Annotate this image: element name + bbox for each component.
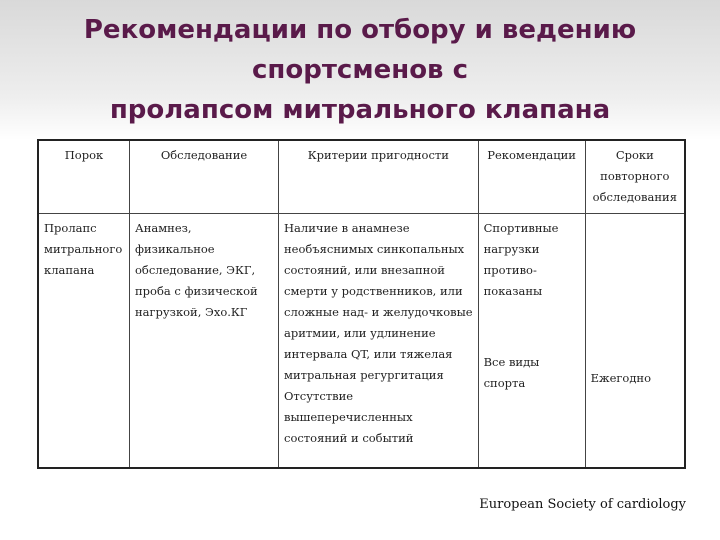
header-repeat-line: обследования [592, 190, 677, 204]
cell-text-line: Пролапс [44, 221, 97, 235]
title-line-2: спортсменов с [252, 55, 468, 85]
table-header-row [38, 140, 685, 214]
spacer [484, 302, 580, 352]
cell-text-line: Отсутствие [284, 389, 354, 403]
cell-text-line: необъяснимых синкопальных [284, 242, 465, 256]
recommendations-table [37, 139, 686, 469]
cell-text-line: сложные над- и желудочковые [284, 305, 473, 319]
header-defect: Порок [38, 140, 130, 214]
cell-text-line: состояний, или внезапной [284, 263, 445, 277]
cell-text-line: обследование, ЭКГ, [135, 263, 256, 277]
cell-text-line: смерти у родственников, или [284, 284, 463, 298]
cell-text-line: Наличие в анамнезе [284, 221, 410, 235]
cell-text-line: нагрузкой, Эхо.КГ [135, 305, 248, 319]
cell-repeat-exam [585, 214, 685, 469]
cell-text-line: противо- [483, 263, 537, 277]
header-criteria: Критерии пригодности [279, 140, 479, 214]
cell-text-line: показаны [483, 284, 543, 298]
header-repeat-line: повторного [600, 169, 670, 183]
header-repeat-line: Сроки [615, 148, 654, 162]
cell-text-line: проба с физической [135, 284, 258, 298]
source-attribution: European Society of cardiology [479, 497, 686, 512]
cell-text-line: вышеперечисленных [284, 410, 413, 424]
cell-text-line: состояний и событий [284, 431, 414, 445]
cell-text-line: клапана [44, 263, 95, 277]
cell-text-line: Ежегодно [590, 371, 652, 385]
cell-text-line: интервала QT, или тяжелая [284, 347, 453, 361]
page-title [60, 10, 660, 130]
spacer [591, 268, 679, 318]
spacer [591, 318, 679, 368]
header-examination: Обследование [130, 140, 279, 214]
cell-text-line: Анамнез, [135, 221, 192, 235]
cell-text-line: физикальное [135, 242, 215, 256]
cell-text-line: митральная регургитация [284, 368, 444, 382]
cell-examination [130, 214, 279, 469]
header-recommendations: Рекомендации [478, 140, 585, 214]
cell-text-line: Все виды [483, 355, 540, 369]
cell-text-line: митрального [44, 242, 123, 256]
spacer [591, 218, 679, 268]
title-line-3: пролапсом митрального клапана [109, 95, 611, 125]
title-line-1: Рекомендации по отбору и ведению [83, 15, 637, 45]
cell-text-line: аритмии, или удлинение [284, 326, 436, 340]
cell-text-line: спорта [483, 376, 526, 390]
cell-text-line: Спортивные [483, 221, 559, 235]
table-row [38, 214, 685, 469]
cell-recommendations [478, 214, 585, 469]
cell-defect [38, 214, 130, 469]
cell-criteria [279, 214, 479, 469]
cell-text-line: нагрузки [483, 242, 540, 256]
header-repeat-exam [585, 140, 685, 214]
